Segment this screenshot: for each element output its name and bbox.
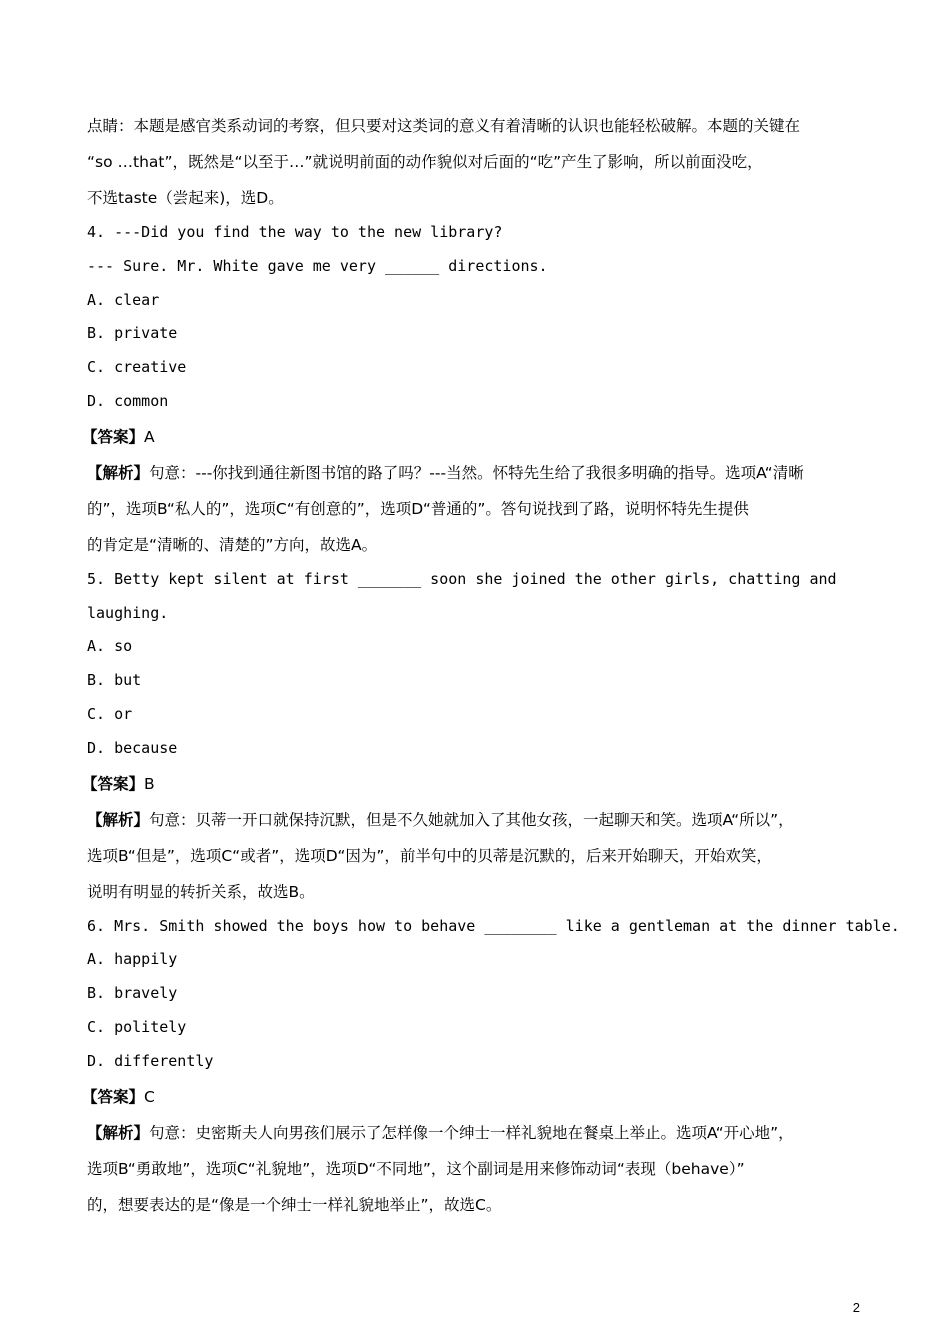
analysis-line: 选项B“勇敢地”，选项C“礼貌地”，选项D“不同地”，这个副词是用来修饰动词“表现（behave）” — [87, 1159, 745, 1178]
analysis-text: 句意：贝蒂一开口就保持沉默，但是不久她就加入了其他女孩，一起聊天和笑。选项A“所以”， — [149, 810, 794, 829]
analysis-tag: 【解析】 — [87, 1123, 150, 1142]
option-d: D. differently — [87, 1051, 214, 1070]
option-c: C. creative — [87, 358, 187, 377]
answer-line — [82, 1079, 877, 1115]
question-5 — [82, 563, 877, 910]
answer-value: C — [144, 1087, 155, 1106]
option-d: D. common — [87, 391, 169, 410]
option-a: A. happily — [87, 950, 178, 969]
answer-tag: 【答案】 — [82, 1087, 145, 1106]
option-a: A. clear — [87, 290, 160, 309]
answer-value: B — [144, 774, 155, 793]
analysis-line — [87, 802, 877, 838]
tip-paragraph — [87, 108, 877, 216]
analysis-text: 句意：史密斯夫人向男孩们展示了怎样像一个绅士一样礼貌地在餐桌上举止。选项A“开心地”， — [149, 1123, 794, 1142]
option-b: B. private — [87, 324, 178, 343]
analysis-line: 选项B“但是”，选项C“或者”，选项D“因为”，前半句中的贝蒂是沉默的，后来开始聊天，开始欢笑， — [87, 846, 772, 865]
option-d: D. because — [87, 738, 178, 757]
answer-tag: 【答案】 — [82, 774, 145, 793]
analysis-line: 的，想要表达的是“像是一个绅士一样礼貌地举止”，故选C。 — [87, 1195, 502, 1214]
analysis-line: 的肯定是“清晰的、清楚的”方向，故选A。 — [87, 535, 378, 554]
question-stem: 5. Betty kept silent at first _______ soon she joined the other girls, chatting and — [87, 569, 837, 588]
analysis-tag: 【解析】 — [87, 810, 150, 829]
tip-line: 点睛：本题是感官类系动词的考察，但只要对这类词的意义有着清晰的认识也能轻松破解。本题的关键在 — [87, 117, 801, 135]
analysis-tag: 【解析】 — [87, 463, 150, 482]
analysis-line — [87, 1115, 877, 1151]
answer-value: A — [144, 427, 155, 446]
question-6 — [82, 910, 900, 1223]
document-body — [82, 108, 900, 1223]
page-number: 2 — [852, 1300, 860, 1315]
answer-line — [82, 419, 877, 455]
answer-tag: 【答案】 — [82, 427, 145, 446]
option-b: B. bravely — [87, 984, 178, 1003]
option-b: B. but — [87, 671, 142, 690]
analysis-line: 的”，选项B“私人的”，选项C“有创意的”，选项D“普通的”。答句说找到了路，说明怀特先生提供 — [87, 499, 749, 518]
question-4 — [82, 216, 877, 563]
tip-line: 不选taste（尝起来)，选D。 — [87, 189, 284, 207]
question-stem: 6. Mrs. Smith showed the boys how to behave ________ like a gentleman at the dinner table. — [87, 916, 900, 935]
option-a: A. so — [87, 637, 133, 656]
analysis-line — [87, 455, 877, 491]
analysis-text: 句意：---你找到通往新图书馆的路了吗？---当然。怀特先生给了我很多明确的指导。选项A“清晰 — [149, 463, 804, 482]
answer-line — [82, 766, 877, 802]
question-stem: 4. ---Did you find the way to the new library? — [87, 223, 503, 241]
analysis-line: 说明有明显的转折关系，故选B。 — [87, 882, 315, 901]
option-c: C. or — [87, 704, 133, 723]
question-stem: --- Sure. Mr. White gave me very ______ directions. — [87, 256, 548, 275]
question-stem: laughing. — [87, 603, 169, 622]
tip-line: “so …that”，既然是“以至于…”就说明前面的动作貌似对后面的“吃”产生了影响，所以前面没吃， — [87, 153, 763, 171]
option-c: C. politely — [87, 1017, 187, 1036]
